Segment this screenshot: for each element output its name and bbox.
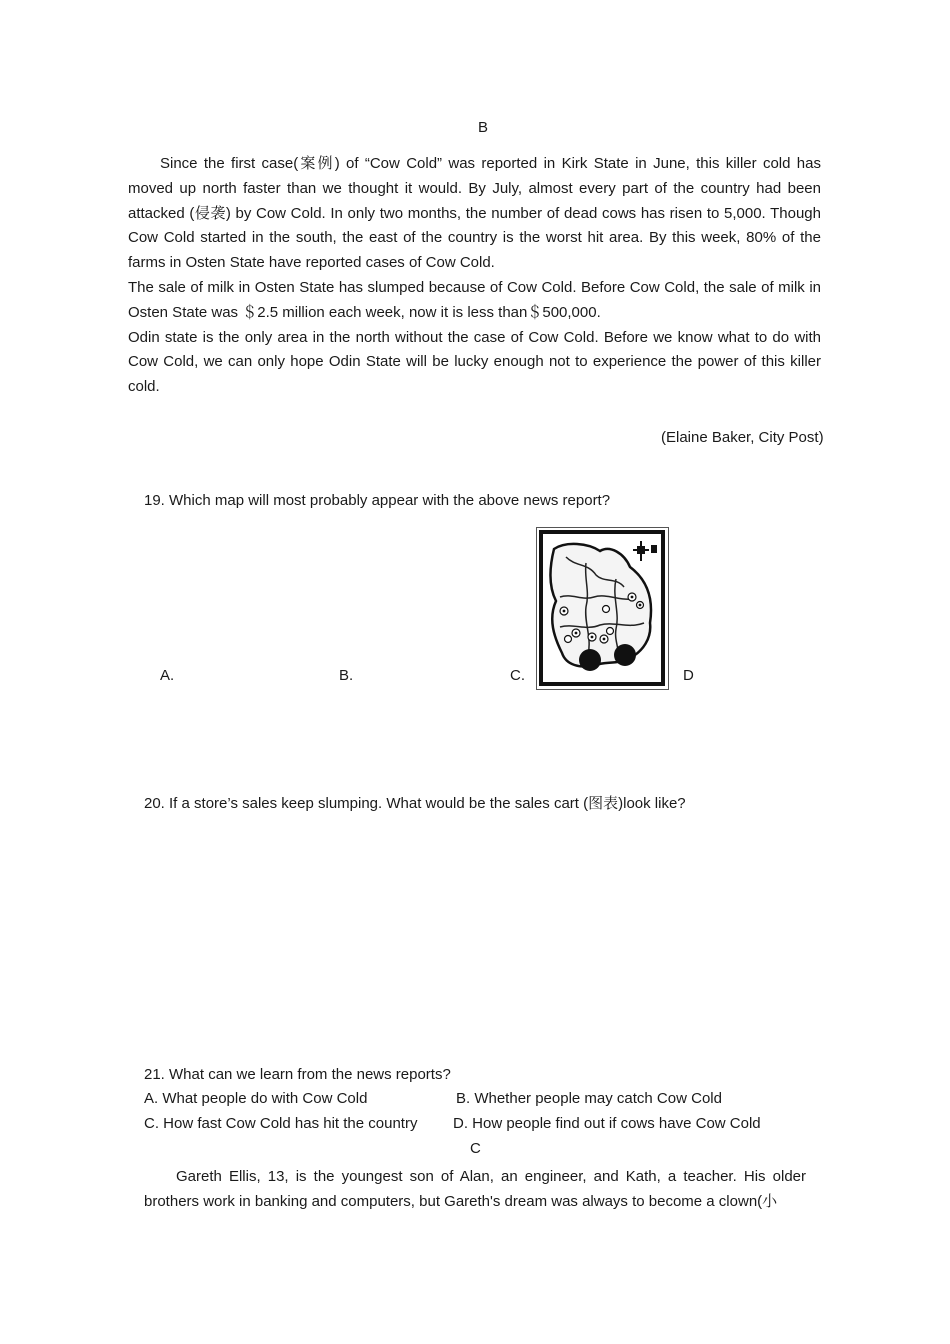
- article-paragraph-1: Since the first case(案例) of “Cow Cold” was reported in Kirk State in June, this killer cold has moved up north faster than we thought it would. By July, almost every part of the country had been attacked (侵袭) by Cow Cold. In only two months, the number of dead cows has risen to 5,000. Though Cow Cold started in the south, the east of the country is the worst hit area. By this week, 80% of the farms in Osten State have reported cases of Cow Cold.: [128, 155, 821, 272]
- article-paragraph-3: Odin state is the only area in the north without the case of Cow Cold. Before we know what to do with Cow Cold, we can only hope Odin State will be lucky enough not to experience the power of this killer cold.: [128, 328, 821, 396]
- hot-spot-east: [614, 644, 636, 666]
- q21-option-d: D. How people find out if cows have Cow Cold: [453, 1115, 761, 1132]
- question-21: 21. What can we learn from the news reports?: [144, 1066, 451, 1083]
- q19-option-b: B.: [339, 667, 354, 684]
- section-c-heading: C: [470, 1140, 481, 1157]
- q21-option-a: A. What people do with Cow Cold: [144, 1090, 368, 1107]
- question-19: 19. Which map will most probably appear with the above news report?: [144, 492, 611, 509]
- q19-option-c: C.: [510, 667, 525, 684]
- q19-option-a: A.: [160, 667, 175, 684]
- article-paragraph-2: The sale of milk in Osten State has slumped because of Cow Cold. Before Cow Cold, the sale of milk in Osten State was ＄2.5 million each week, now it is less than＄500,000.: [128, 278, 821, 321]
- hot-spot-west: [579, 649, 601, 671]
- section-b-heading: B: [478, 119, 489, 136]
- byline: (Elaine Baker, City Post): [661, 429, 824, 446]
- question-20: 20. If a store’s sales keep slumping. What would be the sales cart (图表)look like?: [144, 795, 686, 812]
- q19-option-d: D: [683, 667, 694, 684]
- section-c-paragraph: Gareth Ellis, 13, is the youngest son of Alan, an engineer, and Kath, a teacher. His older brothers work in banking and computers, but Gareth's dream was always to become a clown(小: [144, 1168, 806, 1210]
- q21-option-c: C. How fast Cow Cold has hit the country: [144, 1115, 418, 1132]
- article-body: [128, 152, 821, 400]
- map-image-c: [536, 527, 669, 690]
- q21-option-b: B. Whether people may catch Cow Cold: [456, 1090, 722, 1107]
